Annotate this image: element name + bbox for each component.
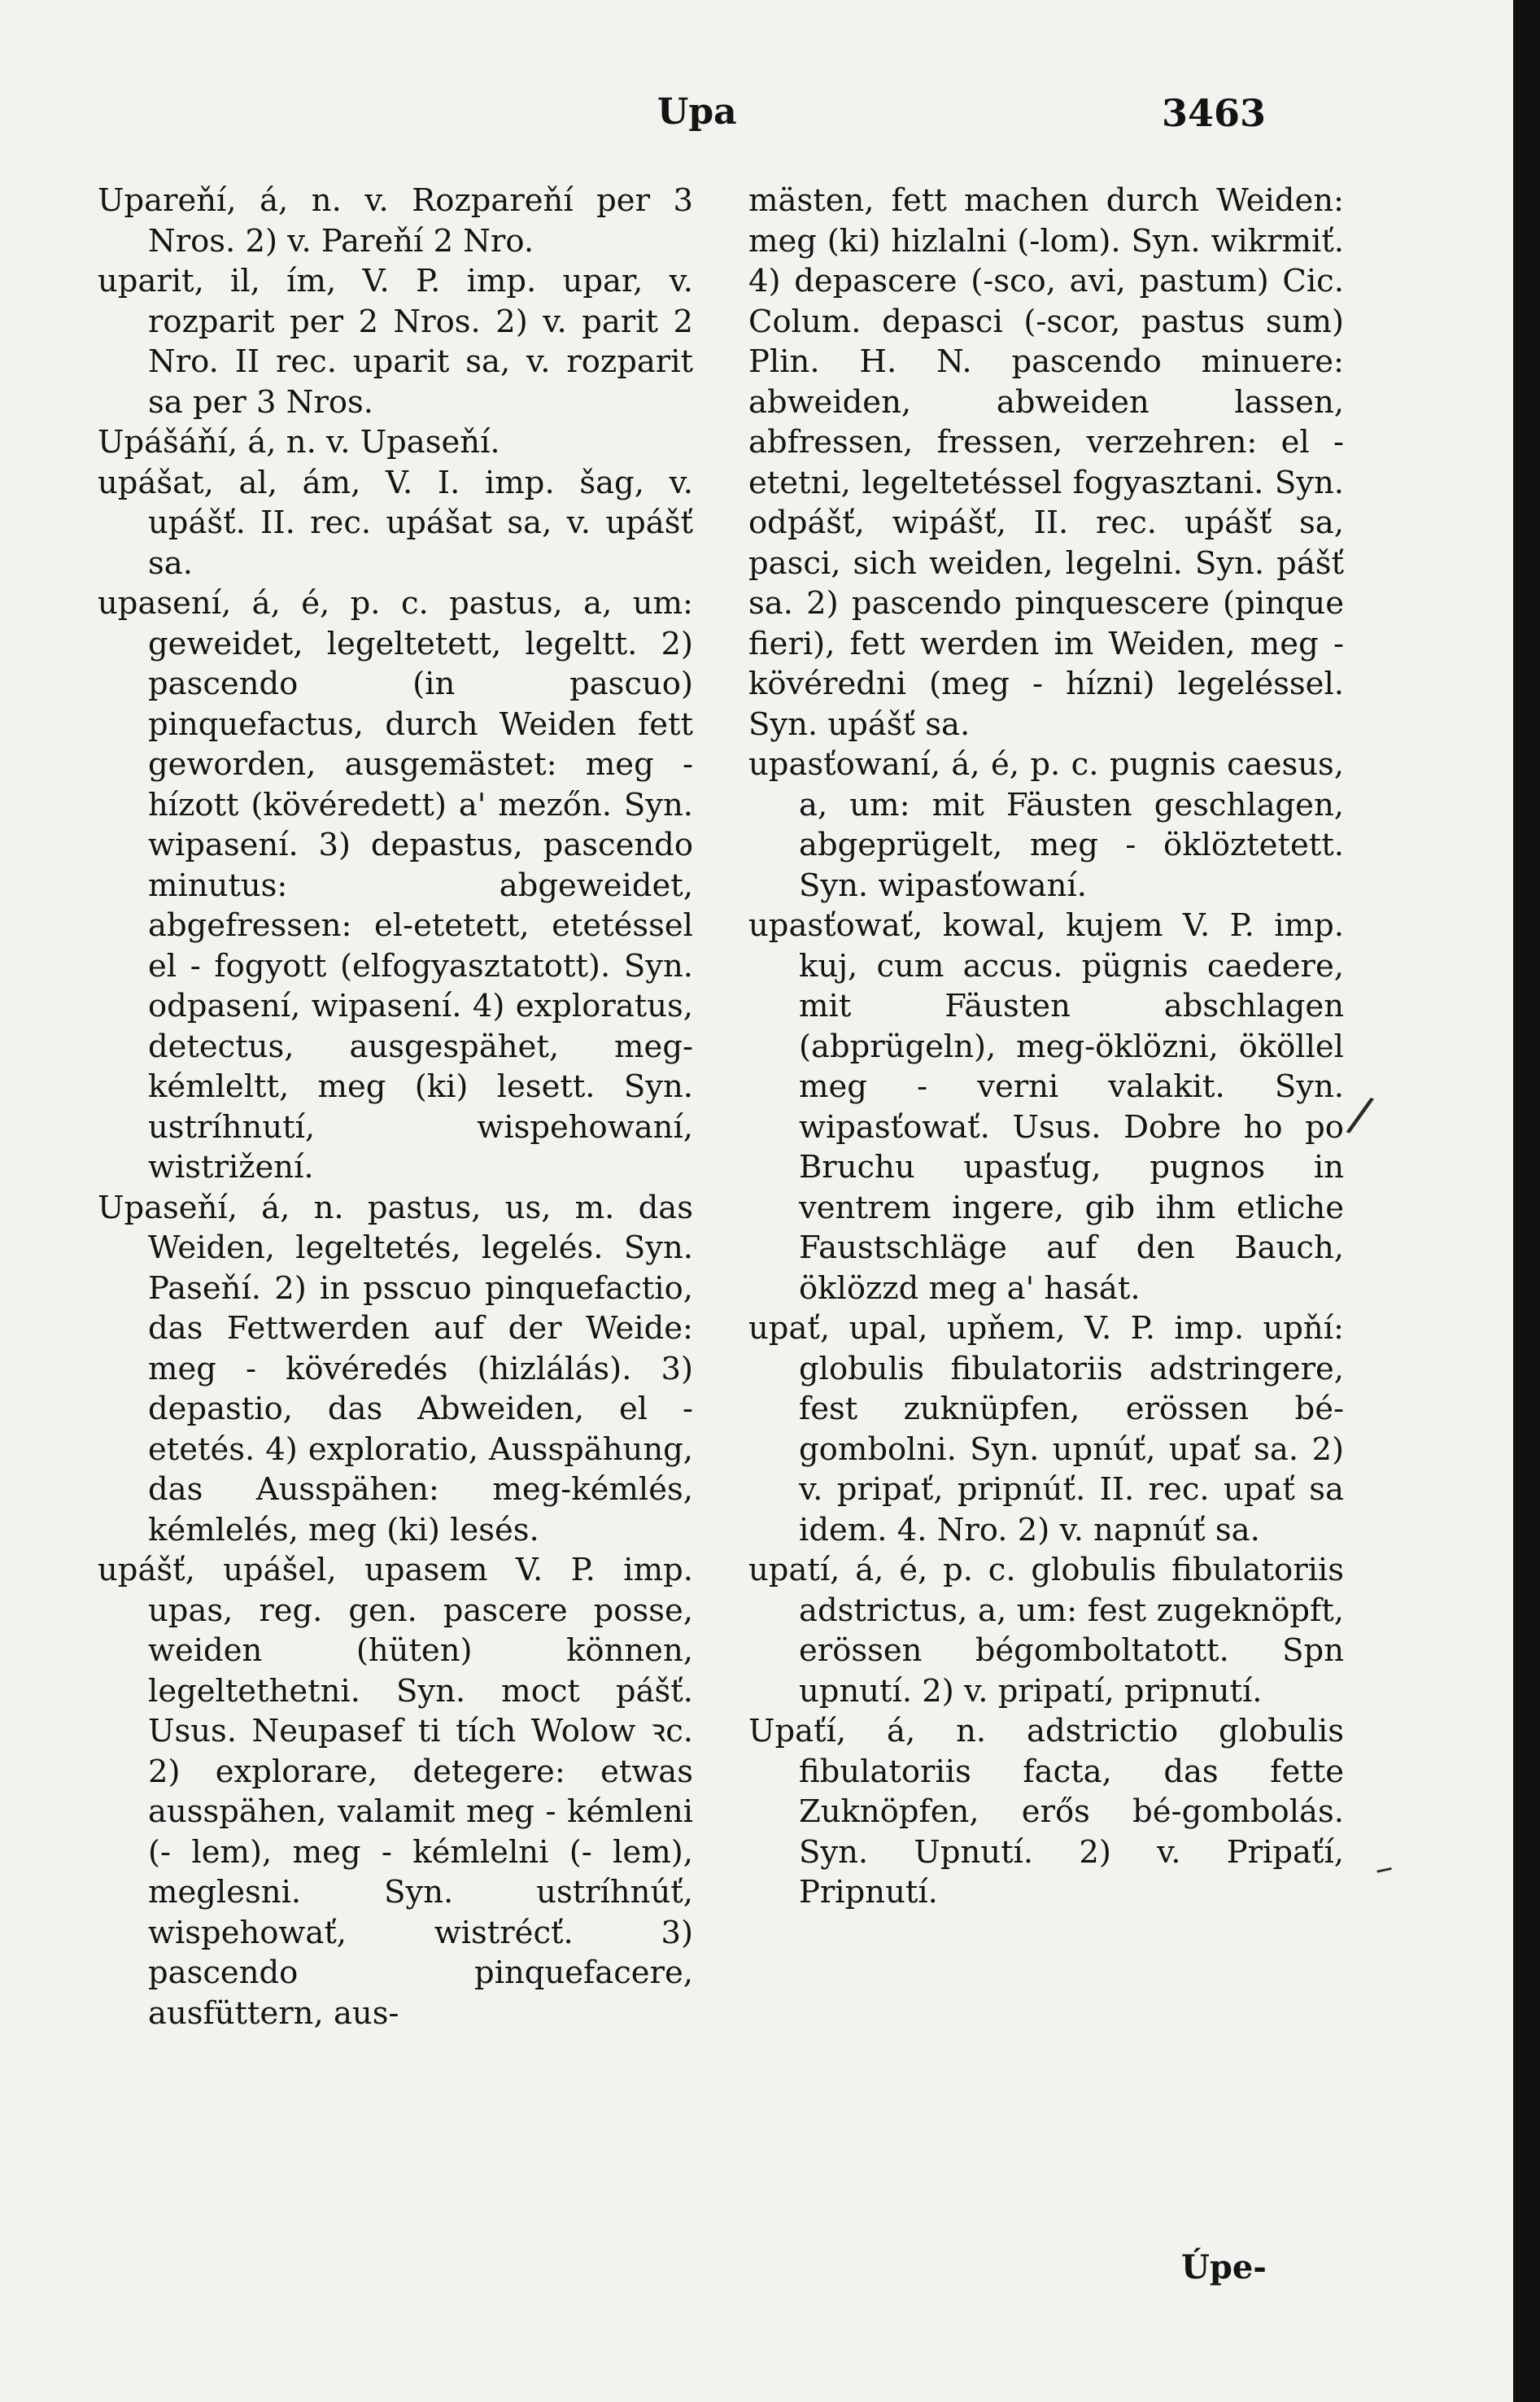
page-header	[0, 91, 1513, 148]
margin-dash-mark: –	[1370, 1845, 1398, 1890]
running-head: Upa	[657, 91, 737, 133]
dictionary-entry-continued: mästen, fett machen durch Weiden: meg (ki) hizlalni (-lom). Syn. wikrmiť. 4) depascere (-sco, avi, pastum) Cic. Colum. depasci (-scor, pastus sum) Plin. H. N. pascendo minuere: abweiden, abweiden lassen, abfressen, fressen, verzehren: el - etetni, legeltetéssel fogyasztani. Syn. odpášť, wipášť, II. rec. upášť sa, pasci, sich weiden, legelni. Syn. pášť sa. 2) pascendo pinquescere (pinque fieri), fett werden im Weiden, meg - kövéredni (meg - hízni) legeléssel. Syn. upášť sa.	[748, 182, 1344, 743]
page-edge-shadow	[1513, 0, 1540, 2402]
dictionary-entry: Upaseňí, á, n. pastus, us, m. das Weiden, legeltetés, legelés. Syn. Paseňí. 2) in psscuo pinquefactio, das Fettwerden auf der Weide: meg - kövéredés (hizlálás). 3) depastio, das Abweiden, el - etetés. 4) exploratio, Ausspähung, das Ausspähen: meg-kémlés, kémlelés, meg (ki) lesés.	[98, 1189, 693, 1548]
dictionary-entry: Upášáňí, á, n. v. Upaseňí.	[98, 424, 500, 461]
page-number: 3463	[1162, 91, 1267, 135]
dictionary-entry: upasení, á, é, p. c. pastus, a, um: geweidet, legeltetett, legeltt. 2) pascendo (in pascuo) pinquefactus, durch Weiden fett geworden, ausgemästet: meg - hízott (kövéredett) a' mezőn. Syn. wipasení. 3) depastus, pascendo minutus: abgeweidet, abgefressen: el-etetett, etetéssel el - fogyott (elfogyasztatott). Syn. odpasení, wipasení. 4) exploratus, detectus, ausgespähet, meg-kémleltt, meg (ki) lesett. Syn. ustríhnutí, wispehowaní, wistrižení.	[98, 585, 693, 1186]
dictionary-entry: Upaťí, á, n. adstrictio globulis fibulatoriis facta, das fette Zuknöpfen, erős bé-gombolás. Syn. Upnutí. 2) v. Pripaťí, Pripnutí.	[748, 1713, 1344, 1911]
left-column	[98, 181, 693, 2033]
dictionary-entry: upášť, upášel, upasem V. P. imp. upas, reg. gen. pascere posse, weiden (hüten) können, legeltethetni. Syn. moct pášť. Usus. Neupasef ti tích Wolow ꝛc. 2) explorare, detegere: etwas ausspähen, valamit meg - kémleni (- lem), meg - kémlelni (- lem), meglesni. Syn. ustríhnúť, wispehowať, wistrécť. 3) pascendo pinquefacere, ausfüttern, aus-	[98, 1552, 693, 2032]
catchword: Úpe-	[1181, 2248, 1267, 2286]
dictionary-entry: upatí, á, é, p. c. globulis fibulatoriis adstrictus, a, um: fest zugeknöpft, erössen bégomboltatott. Spn upnutí. 2) v. pripatí, pripnutí.	[748, 1552, 1344, 1710]
dictionary-entry: upasťowať, kowal, kujem V. P. imp. kuj, cum accus. pügnis caedere, mit Fäusten abschlagen (abprügeln), meg-öklözni, ököllel meg - verni valakit. Syn. wipasťowať. Usus. Dobre ho po Bruchu upasťug, pugnos in ventrem ingere, gib ihm etliche Faustschläge auf den Bauch, öklözzd meg a' hasát.	[748, 907, 1344, 1307]
right-column	[748, 181, 1344, 1913]
margin-slash-mark: /	[1343, 1085, 1377, 1145]
dictionary-entry: upasťowaní, á, é, p. c. pugnis caesus, a, um: mit Fäusten geschlagen, abgeprügelt, meg - öklöztetett. Syn. wipasťowaní.	[748, 746, 1344, 904]
dictionary-entry: uparit, il, ím, V. P. imp. upar, v. rozparit per 2 Nros. 2) v. parit 2 Nro. II rec. uparit sa, v. rozparit sa per 3 Nros.	[98, 263, 693, 421]
dictionary-entry: Upareňí, á, n. v. Rozpareňí per 3 Nros. 2) v. Pareňí 2 Nro.	[98, 182, 693, 260]
dictionary-entry: upať, upal, upňem, V. P. imp. upňí: globulis fibulatoriis adstringere, fest zuknüpfen, erössen bé-gombolni. Syn. upnúť, upať sa. 2) v. pripať, pripnúť. II. rec. upať sa idem. 4. Nro. 2) v. napnúť sa.	[748, 1310, 1344, 1548]
dictionary-entry: upášat, al, ám, V. I. imp. šag, v. upášť. II. rec. upášat sa, v. upášť sa.	[98, 464, 693, 582]
